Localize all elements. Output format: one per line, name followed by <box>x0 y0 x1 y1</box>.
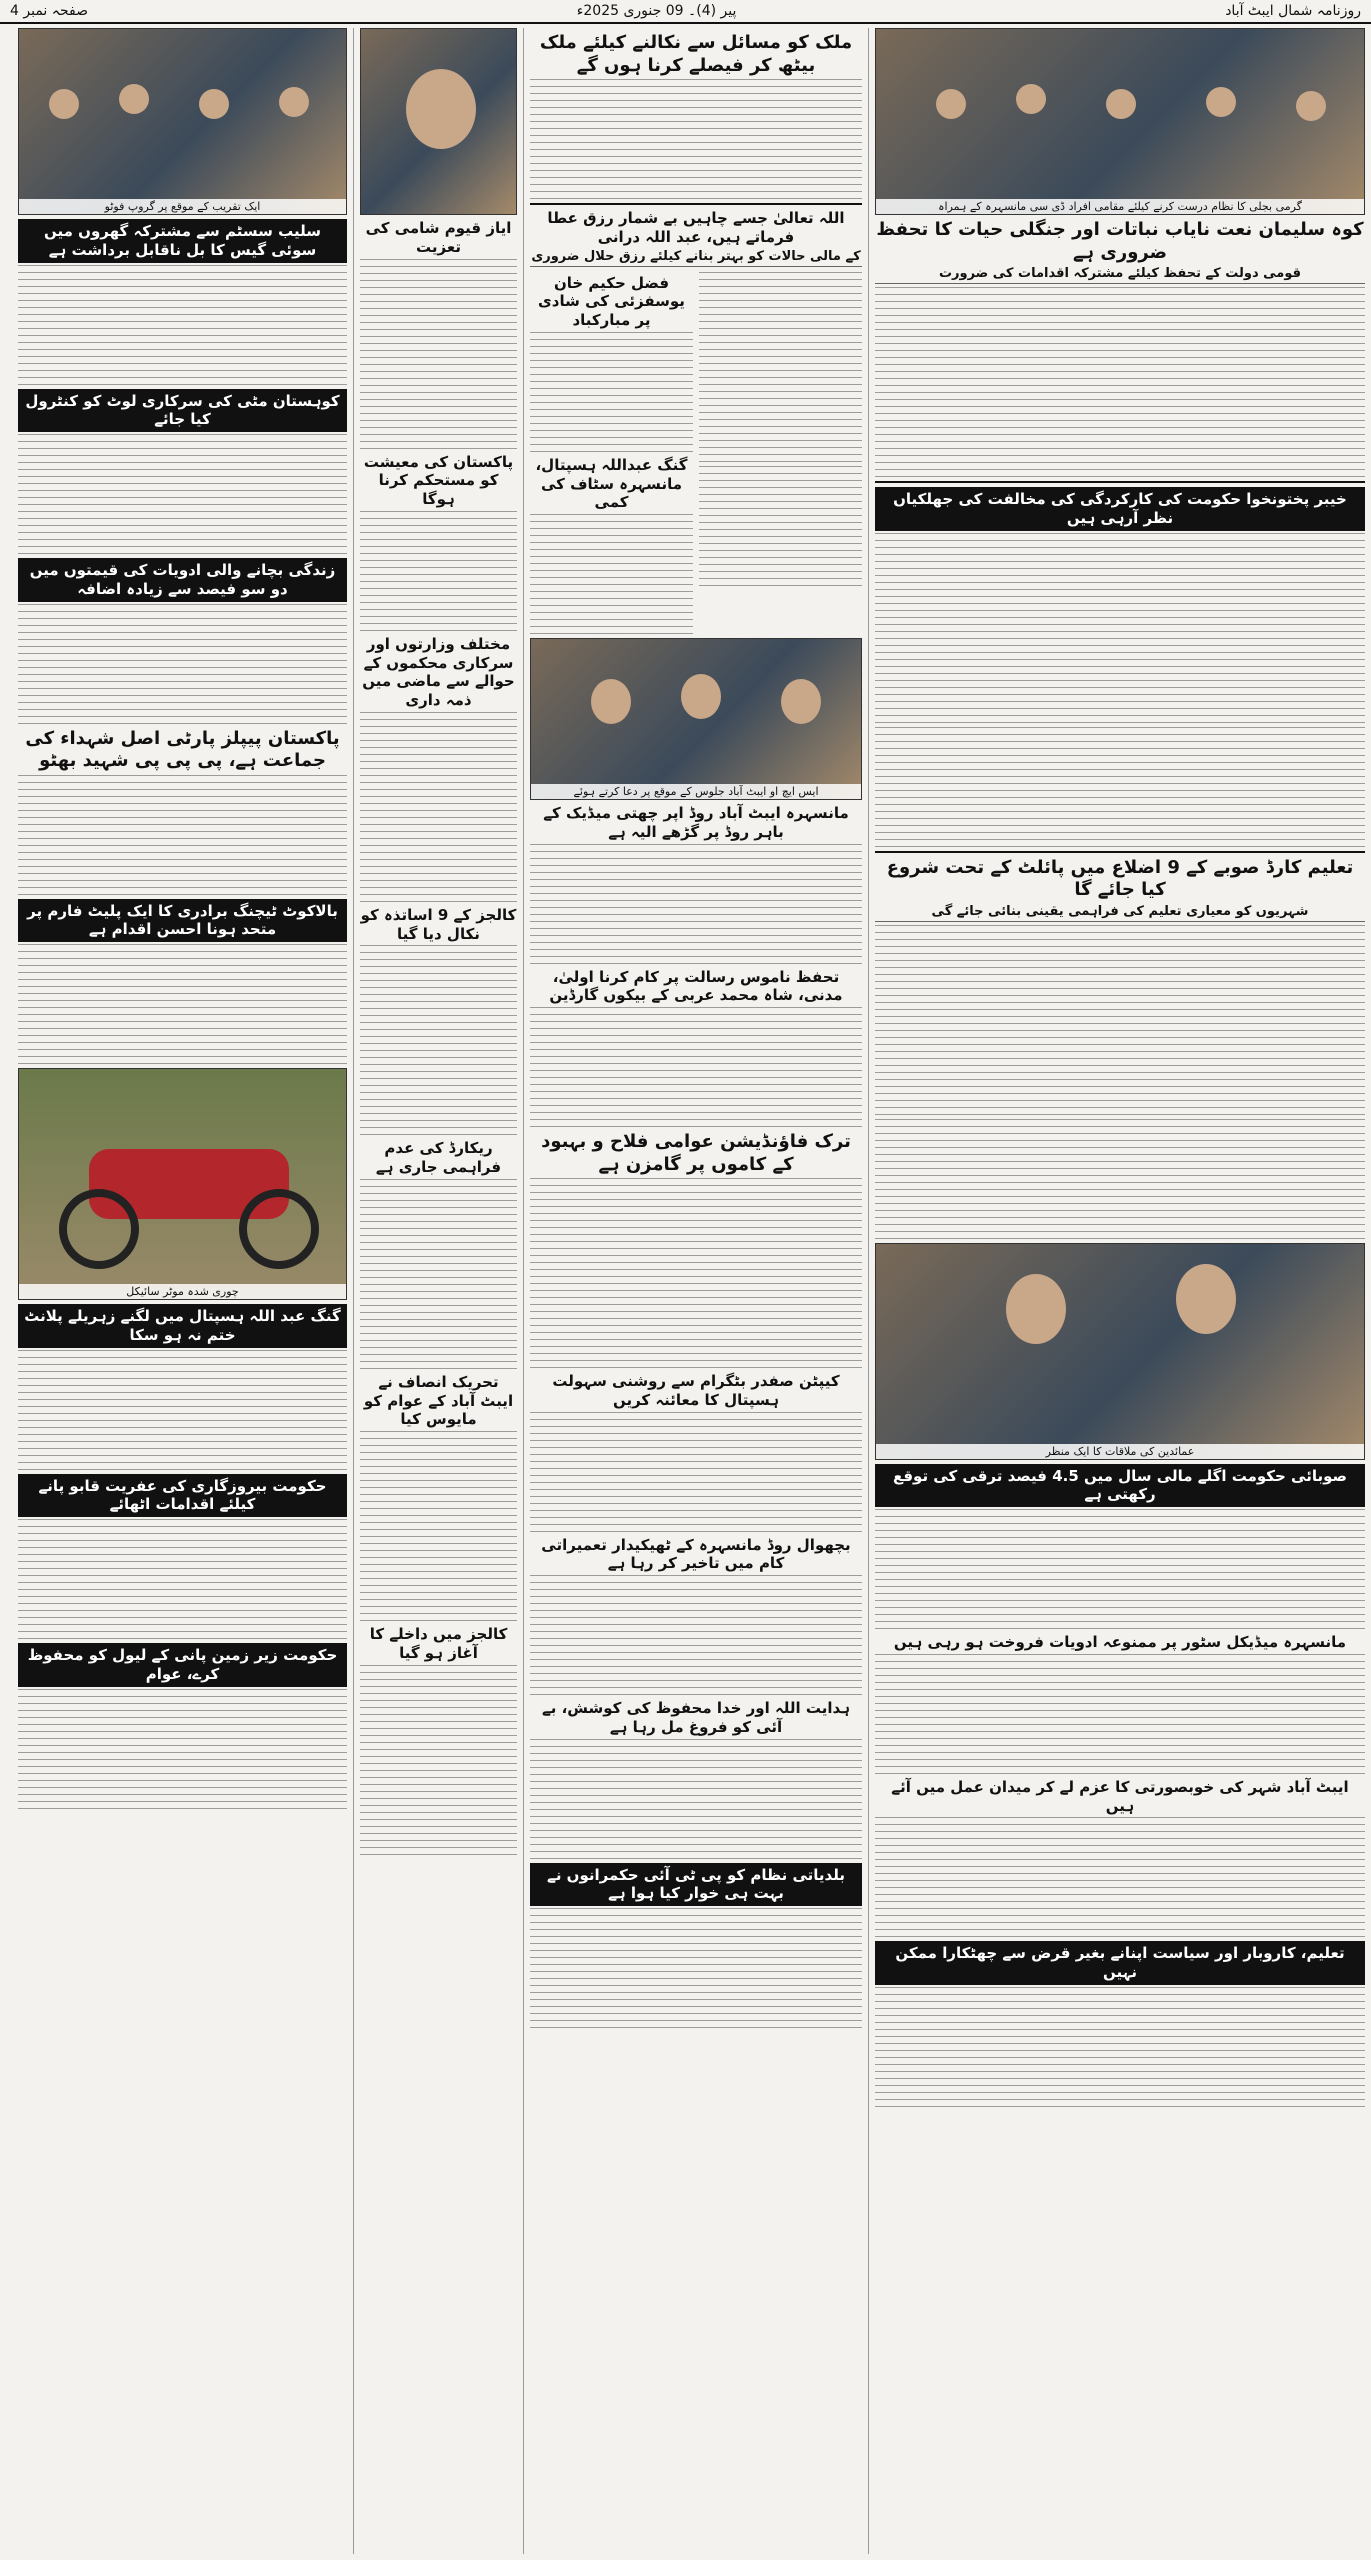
subheadline: شہریوں کو معیاری تعلیم کی فراہمی یقینی بنائی جائے گی <box>875 904 1365 922</box>
article-body <box>875 1119 1365 1239</box>
top-right-photo <box>875 28 1365 215</box>
column-3 <box>353 28 523 2554</box>
headline: ایاز قیوم شامی کی تعزیت <box>365 219 512 256</box>
article-body <box>875 1654 1365 1774</box>
headline: کالجز میں داخلے کا آغاز ہو گیا <box>369 1625 508 1662</box>
article-body <box>875 1509 1365 1629</box>
article-body <box>530 1007 862 1127</box>
article-body <box>875 727 1365 847</box>
headline: تحریک انصاف نے ایبٹ آباد کے عوام کو مایوس کیا <box>363 1372 514 1429</box>
photo-caption: چوری شدہ موٹر سائیکل <box>19 1284 346 1299</box>
column-1 <box>868 28 1371 2554</box>
photo-caption: عمائدین کی ملاقات کا ایک منظر <box>876 1444 1364 1459</box>
headline: ملک کو مسائل سے نکالنے کیلئے ملک بیٹھ کر فیصلے کرنا ہوں گے <box>539 32 853 76</box>
photo-caption: ایس ایچ او ایبٹ آباد جلوس کے موقع پر دعا کرتے ہوئے <box>531 784 861 799</box>
article-body <box>360 1665 517 1855</box>
article-body <box>18 1350 347 1470</box>
headline: بلدیاتی نظام کو پی ٹی آئی حکمرانوں نے بہت ہی خوار کیا ہوا ہے <box>530 1863 862 1907</box>
article-body <box>530 1178 862 1368</box>
article-body <box>18 604 347 724</box>
article-body <box>530 332 693 452</box>
headline: پاکستان پیپلز پارٹی اصل شہداء کی جماعت ہے، پی پی پی شہید بھٹو <box>25 727 340 771</box>
headline: صوبائی حکومت اگلے مالی سال میں 4.5 فیصد ترقی کی توقع رکھتی ہے <box>875 1464 1365 1508</box>
article-body <box>875 287 1365 477</box>
masthead-date: پیر (4)۔ 09 جنوری 2025ء <box>576 3 737 19</box>
politicians-photo <box>875 1243 1365 1460</box>
photo-caption: ایک تقریب کے موقع پر گروپ فوٹو <box>19 199 346 214</box>
masthead <box>0 0 1371 24</box>
article-body <box>530 1739 862 1859</box>
headline: کیپٹن صفدر بٹگرام سے روشنی سہولت ہسپتال کا معائنہ کریں <box>552 1372 840 1409</box>
columns <box>0 28 1371 2554</box>
headline: ہدایت اللہ اور خدا محفوظ کی کوشش، بے آئی کو فروغ مل رہا ہے <box>541 1699 851 1736</box>
article-body <box>18 265 347 385</box>
article-body <box>875 533 1365 723</box>
headline: سلیب سسٹم سے مشترکہ گھروں میں سوئی گیس کا بل ناقابل برداشت ہے <box>18 219 347 263</box>
portrait-photo <box>360 28 517 215</box>
article-body <box>360 511 517 631</box>
headline: ریکارڈ کی عدم فراہمی جاری ہے <box>375 1139 502 1176</box>
article-body <box>530 844 862 964</box>
article-body <box>18 434 347 554</box>
column-2 <box>523 28 868 2554</box>
headline: گنگ عبد اللہ ہسپتال میں لگنے زہریلے پلانٹ ختم نہ ہو سکا <box>18 1304 347 1348</box>
side-headline: گنگ عبداللہ ہسپتال، مانسہرہ سٹاف کی کمی <box>535 455 688 512</box>
article-body <box>530 1908 862 2028</box>
motorcycle-photo <box>18 1068 347 1300</box>
article-body <box>360 945 517 1135</box>
headline: پاکستان کی معیشت کو مستحکم کرنا ہوگا <box>363 452 514 508</box>
headline: حکومت زیر زمین پانی کے لیول کو محفوظ کرے، عوام <box>18 1643 347 1687</box>
article-body <box>699 272 862 462</box>
headline: تحفظ ناموس رسالت پر کام کرنا اولیٰ، مدنی، شاہ محمد عربی کے بیکوں گارڈین <box>549 967 843 1005</box>
headline: اللہ تعالیٰ جسے چاہیں بے شمار رزق عطا فرماتے ہیں، عبد اللہ درانی <box>547 209 845 246</box>
headline: کالجز کے 9 اساتذہ کو نکال دیا گیا <box>360 905 517 943</box>
article-body <box>699 466 862 586</box>
split-section <box>530 270 862 639</box>
prayer-photo <box>530 638 862 800</box>
headline: حکومت بیروزگاری کی عفریت قابو پانے کیلئے اقدامات اٹھائے <box>18 1474 347 1518</box>
article-body <box>360 1431 517 1621</box>
masthead-page-number: صفحہ نمبر 4 <box>10 3 88 19</box>
headline: ترک فاؤنڈیشن عوامی فلاح و بہبود کے کاموں پر گامزن ہے <box>541 1131 851 1175</box>
subheadline: کے مالی حالات کو بہتر بنانے کیلئے رزق حلال ضروری <box>530 249 862 267</box>
article-body <box>875 1987 1365 2107</box>
headline: تعلیم، کاروبار اور سیاست اپنانے بغیر قرض سے چھٹکارا ممکن نہیں <box>875 1941 1365 1985</box>
article-body <box>530 1575 862 1695</box>
article-body <box>18 1519 347 1639</box>
article-body <box>530 514 693 634</box>
article-body <box>875 1817 1365 1937</box>
article-body <box>18 944 347 1064</box>
article-body <box>530 1412 862 1532</box>
headline: بالاکوٹ ٹیچنگ برادری کا ایک پلیٹ فارم پر متحد ہونا احسن اقدام ہے <box>18 899 347 943</box>
column-4 <box>12 28 353 2554</box>
headline: خیبر پختونخوا حکومت کی کارکردگی کی مخالفت کی جھلکیاں نظر آرہی ہیں <box>875 487 1365 531</box>
subheadline: قومی دولت کے تحفظ کیلئے مشترکہ اقدامات کی ضرورت <box>875 266 1365 284</box>
headline: زندگی بچانے والی ادویات کی قیمتوں میں دو سو فیصد سے زیادہ اضافہ <box>18 558 347 602</box>
photo-caption: گرمی بجلی کا نظام درست کرنے کیلئے مقامی افراد ڈی سی مانسہرہ کے ہمراہ <box>876 199 1364 214</box>
article-body <box>18 775 347 895</box>
headline: کوہستان مٹی کی سرکاری لوٹ کو کنٹرول کیا جائے <box>18 389 347 433</box>
masthead-paper-name: روزنامہ شمال ایبٹ آباد <box>1225 3 1361 19</box>
top-left-photo <box>18 28 347 215</box>
article-body <box>18 1689 347 1809</box>
headline: مختلف وزارتوں اور سرکاری محکموں کے حوالے سے ماضی میں ذمہ داری <box>362 634 515 709</box>
headline: مانسہرہ میڈیکل سٹور پر ممنوعہ ادویات فروخت ہو رہی ہیں <box>893 1633 1347 1651</box>
article-body <box>360 1179 517 1369</box>
article-body <box>875 925 1365 1115</box>
article-body <box>360 712 517 902</box>
headline: مانسہرہ ایبٹ آباد روڈ اپر چھتی میڈیک کے باہر روڈ پر گڑھے الیہ ہے <box>543 804 849 841</box>
side-headline: فضل حکیم خان یوسفزئی کی شادی پر مبارکباد <box>538 273 685 329</box>
article-body <box>360 259 517 449</box>
headline: بچھوال روڈ مانسہرہ کے ٹھیکیدار تعمیراتی کام میں تاخیر کر رہا ہے <box>541 1535 851 1573</box>
headline: تعلیم کارڈ صوبے کے 9 اضلاع میں پائلٹ کے تحت شروع کیا جائے گا <box>886 856 1354 900</box>
headline: ایبٹ آباد شہر کی خوبصورتی کا عزم لے کر میدان عمل میں آئے ہیں <box>891 1777 1349 1815</box>
article-body <box>530 79 862 199</box>
headline: کوہ سلیمان نعت نایاب نباتات اور جنگلی حیات کا تحفظ ضروری ہے <box>876 219 1364 263</box>
